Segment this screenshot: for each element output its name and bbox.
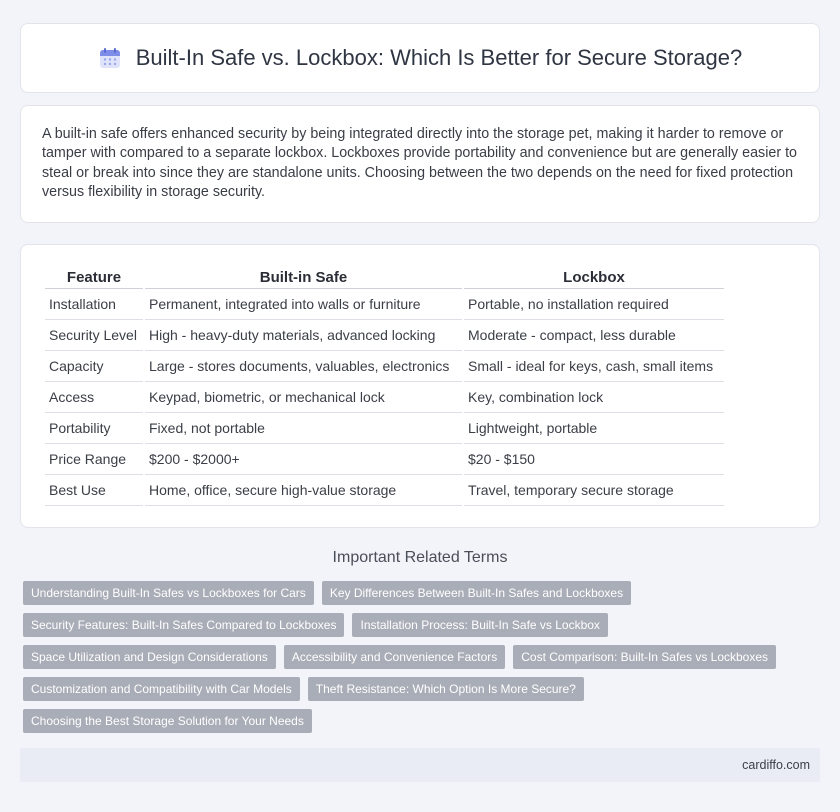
title-card: [20, 23, 820, 93]
table-cell: Portable, no installation required: [464, 289, 724, 320]
table-cell: Portability: [45, 413, 143, 444]
page-title: Built-In Safe vs. Lockbox: Which Is Better for Secure Storage?: [135, 45, 743, 70]
comparison-card: [20, 244, 820, 528]
table-cell: Moderate - compact, less durable: [464, 320, 724, 351]
table-cell: High - heavy-duty materials, advanced locking: [145, 320, 462, 351]
footer: [20, 748, 820, 782]
related-term-link[interactable]: Space Utilization and Design Considerations: [23, 645, 276, 669]
table-cell: Small - ideal for keys, cash, small items: [464, 351, 724, 382]
related-terms-list: [23, 581, 813, 741]
table-cell: Installation: [45, 289, 143, 320]
table-row: [45, 289, 724, 320]
table-cell: Access: [45, 382, 143, 413]
comparison-table: [43, 266, 726, 506]
table-cell: Fixed, not portable: [145, 413, 462, 444]
intro-card: [20, 105, 820, 223]
related-term-link[interactable]: Choosing the Best Storage Solution for Your Needs: [23, 709, 312, 733]
table-row: [45, 444, 724, 475]
calendar-icon: [98, 46, 122, 70]
related-term-link[interactable]: Key Differences Between Built-In Safes and Lockboxes: [322, 581, 631, 605]
table-cell: Permanent, integrated into walls or furniture: [145, 289, 462, 320]
column-header: Lockbox: [464, 266, 724, 289]
table-cell: Travel, temporary secure storage: [464, 475, 724, 506]
table-row: [45, 382, 724, 413]
table-header-row: [45, 266, 724, 289]
related-term-link[interactable]: Theft Resistance: Which Option Is More Secure?: [308, 677, 584, 701]
table-cell: Best Use: [45, 475, 143, 506]
table-cell: $200 - $2000+: [145, 444, 462, 475]
table-cell: Price Range: [45, 444, 143, 475]
table-row: [45, 413, 724, 444]
table-cell: Keypad, biometric, or mechanical lock: [145, 382, 462, 413]
related-term-link[interactable]: Customization and Compatibility with Car Models: [23, 677, 300, 701]
related-term-link[interactable]: Cost Comparison: Built-In Safes vs Lockboxes: [513, 645, 776, 669]
column-header: Feature: [45, 266, 143, 289]
table-cell: Lightweight, portable: [464, 413, 724, 444]
table-row: [45, 475, 724, 506]
table-cell: Key, combination lock: [464, 382, 724, 413]
table-row: [45, 351, 724, 382]
table-cell: Security Level: [45, 320, 143, 351]
related-term-link[interactable]: Understanding Built-In Safes vs Lockboxes for Cars: [23, 581, 314, 605]
column-header: Built-in Safe: [145, 266, 462, 289]
related-terms-heading: Important Related Terms: [332, 549, 508, 566]
table-cell: $20 - $150: [464, 444, 724, 475]
table-row: [45, 320, 724, 351]
table-cell: Large - stores documents, valuables, electronics: [145, 351, 462, 382]
related-term-link[interactable]: Installation Process: Built-In Safe vs Lockbox: [352, 613, 607, 637]
table-cell: Capacity: [45, 351, 143, 382]
related-term-link[interactable]: Security Features: Built-In Safes Compared to Lockboxes: [23, 613, 344, 637]
footer-site-link[interactable]: cardiffo.com: [742, 758, 810, 772]
table-cell: Home, office, secure high-value storage: [145, 475, 462, 506]
related-term-link[interactable]: Accessibility and Convenience Factors: [284, 645, 505, 669]
intro-text: A built-in safe offers enhanced security by being integrated directly into the storage pet, making it harder to remove or tamper with compared to a separate lockbox. Lockboxes provide portability and convenience but are generally easier to steal or break into since they are standalone units. Choosing between the two depends on the need for fixed protection versus flexibility in storage security.: [42, 126, 797, 201]
